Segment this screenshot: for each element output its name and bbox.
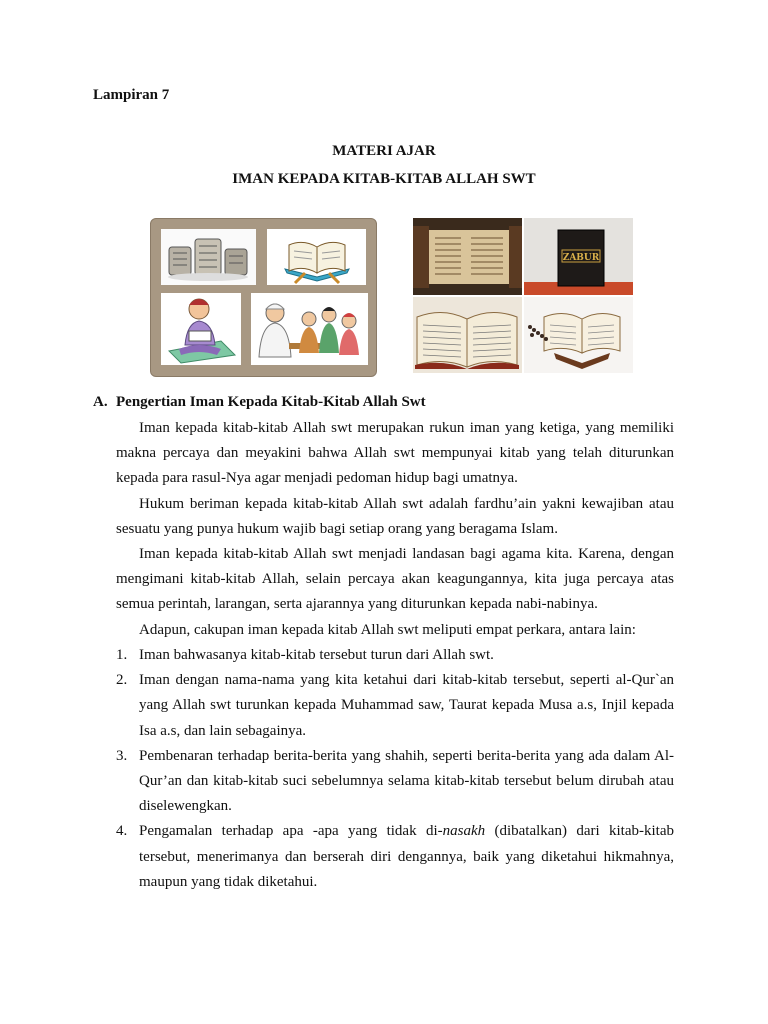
list-text: Pembenaran terhadap berita-berita yang shahih, seperti berita-berita yang ada dalam Al-Qur’an dan kitab-kitab suci sebelumnya selama kitab-kitab tersebut belum dirubah atau diselewengkan. xyxy=(139,747,674,815)
appendix-label: Lampiran 7 xyxy=(93,87,170,103)
zabur-cover-label: ZABUR xyxy=(562,253,600,263)
quran-on-stand-image xyxy=(267,229,366,285)
photo-grid-right xyxy=(413,218,633,373)
paragraph-3-text: Iman kepada kitab-kitab Allah swt menjadi landasan bagi agama kita. Karena, dengan mengimani kitab-kitab Allah, selain percaya akan keagungannya, kita juga percaya atas semua perintah, larangan, serta ajarannya yang diturunkan kepada nabi-nabinya. xyxy=(116,546,674,613)
paragraph-1-text: Iman kepada kitab-kitab Allah swt merupakan rukun iman yang ketiga, yang memiliki makna percaya dan meyakini bahwa Allah swt mempunyai kitab yang telah diturunkan kepada para rasul-Nya agar menjadi pedoman hidup bagi umatnya. xyxy=(116,420,674,487)
list-text-italic: nasakh xyxy=(442,823,486,840)
open-bible-photo xyxy=(413,297,522,373)
paragraph-4 xyxy=(116,618,674,643)
paragraph-1 xyxy=(116,416,674,492)
paragraph-3 xyxy=(116,542,674,618)
torah-scroll-photo xyxy=(413,218,522,295)
stone-tablets-image xyxy=(161,229,256,285)
list-item xyxy=(116,668,674,744)
scope-list xyxy=(116,643,674,895)
quran-rehal-photo xyxy=(524,297,633,373)
list-text-before: Pengamalan terhadap apa -apa yang tidak di- xyxy=(139,823,443,840)
list-item xyxy=(116,819,674,895)
illustration-panel-left xyxy=(150,218,377,377)
paragraph-2 xyxy=(116,492,674,542)
section-heading xyxy=(93,394,426,411)
list-number: 2. xyxy=(116,672,128,689)
list-item xyxy=(116,744,674,820)
title-iman-kitab: IMAN KEPADA KITAB-KITAB ALLAH SWT xyxy=(232,171,536,187)
title-materi-ajar: MATERI AJAR xyxy=(332,143,436,159)
list-text: Iman dengan nama-nama yang kita ketahui dari kitab-kitab tersebut, seperti al-Qur`an yang Allah swt turunkan kepada Muhammad saw, Taurat kepada Musa a.s, Injil kepada Isa a.s, dan lain sebagainya. xyxy=(139,672,674,739)
list-text: Iman bahwasanya kitab-kitab tersebut turun dari Allah swt. xyxy=(139,647,494,663)
list-number: 4. xyxy=(116,823,128,840)
list-item xyxy=(116,643,674,668)
paragraph-4-text: Adapun, cakupan iman kepada kitab Allah swt meliputi empat perkara, antara lain: xyxy=(139,622,636,638)
paragraph-2-text: Hukum beriman kepada kitab-kitab Allah swt adalah fardhu’ain yakni kewajiban atau sesuatu yang punya hukum wajib bagi setiap orang yang beragama Islam. xyxy=(116,496,674,538)
list-text-after: (dibatalkan) dari kitab-kitab tersebut, menerimanya dan berserah diri dengannya, baik yang diketahui hikmahnya, maupun yang tidak diketahui. xyxy=(139,823,674,890)
zabur-book-photo xyxy=(524,218,633,295)
boy-reading-quran-image xyxy=(161,293,241,365)
list-number: 3. xyxy=(116,747,128,764)
teacher-with-children-image xyxy=(251,293,368,365)
section-letter: A. xyxy=(93,394,108,410)
section-title: Pengertian Iman Kepada Kitab-Kitab Allah Swt xyxy=(116,394,426,410)
list-number: 1. xyxy=(116,647,128,663)
